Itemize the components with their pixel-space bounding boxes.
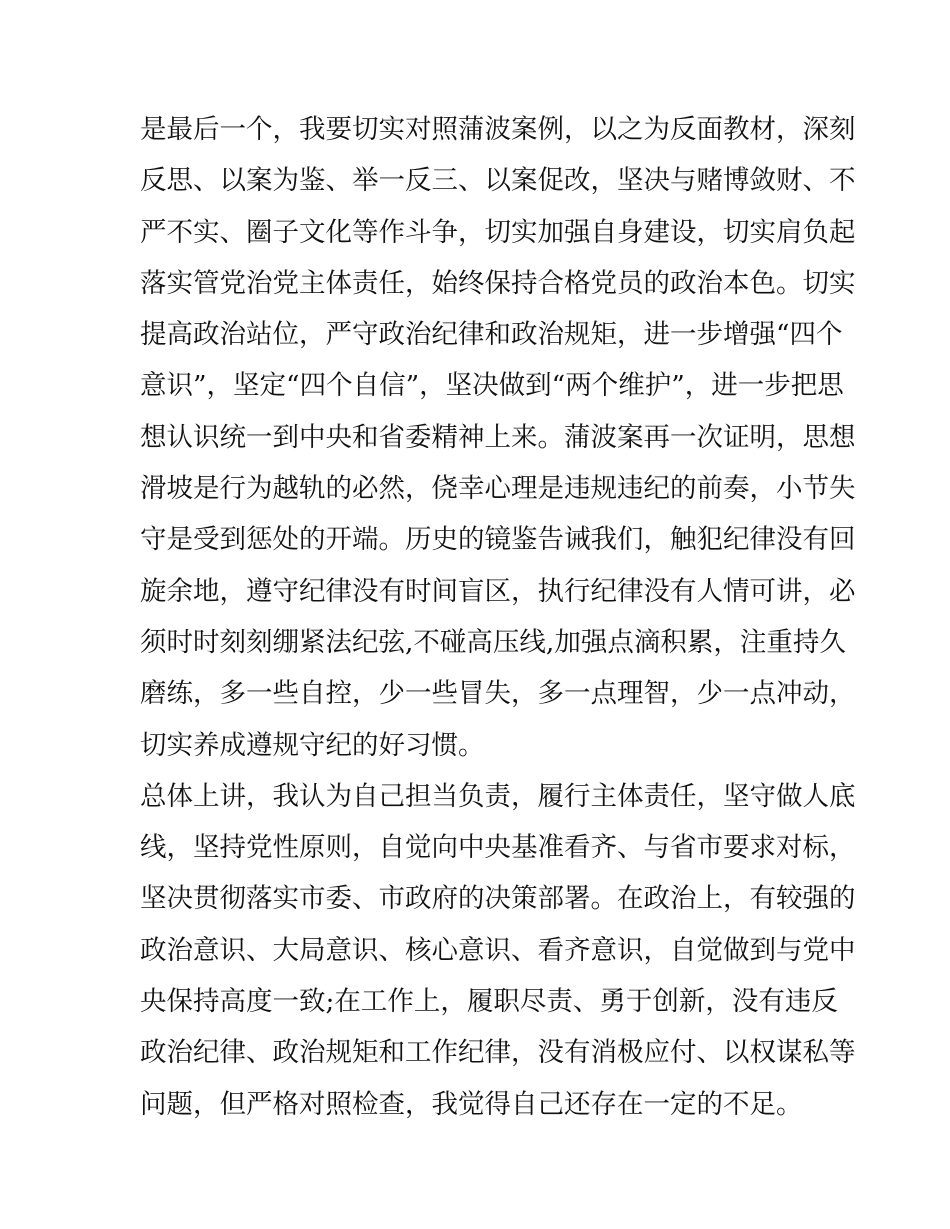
text-line: 严不实、圈子文化等作斗争，切实加强自身建设，切实肩负起 [140, 216, 856, 248]
text-line: 旋余地，遵守纪律没有时间盲区，执行纪律没有人情可讲，必 [140, 575, 856, 607]
text-line: 想认识统一到中央和省委精神上来。蒲波案再一次证明，思想 [140, 421, 856, 453]
text-line: 总体上讲，我认为自己担当负责，履行主体责任，坚守做人底 [140, 780, 856, 812]
text-line: 提高政治站位，严守政治纪律和政治规矩，进一步增强“四个 [140, 319, 843, 351]
text-line: 落实管党治党主体责任，始终保持合格党员的政治本色。切实 [140, 267, 856, 299]
text-line: 滑坡是行为越轨的必然，侥幸心理是违规违纪的前奏，小节失 [140, 473, 856, 505]
text-line: 意识”，坚定“四个自信”，坚决做到“两个维护”，进一步把思 [140, 370, 844, 402]
text-line: 守是受到惩处的开端。历史的镜鉴告诫我们，触犯纪律没有回 [140, 524, 856, 556]
text-line: 反思、以案为鉴、举一反三、以案促改，坚决与赌博敛财、不 [140, 165, 856, 197]
body-text [140, 104, 856, 1130]
text-line: 线，坚持党性原则，自觉向中央基准看齐、与省市要求对标， [140, 832, 856, 864]
text-line: 磨练，多一些自控，少一些冒失，多一点理智，少一点冲动， [140, 678, 856, 710]
text-line: 政治纪律、政治规矩和工作纪律，没有消极应付、以权谋私等 [140, 1037, 856, 1069]
text-line: 切实养成遵规守纪的好习惯。 [140, 729, 485, 761]
text-line: 问题，但严格对照检查，我觉得自己还存在一定的不足。 [140, 1088, 803, 1120]
text-line: 是最后一个，我要切实对照蒲波案例，以之为反面教材，深刻 [140, 114, 856, 145]
text-line: 须时时刻刻绷紧法纪弦,不碰高压线,加强点滴积累，注重持久 [140, 626, 846, 658]
text-line: 政治意识、大局意识、核心意识、看齐意识，自觉做到与党中 [140, 934, 856, 966]
text-line: 坚决贯彻落实市委、市政府的决策部署。在政治上，有较强的 [140, 883, 856, 915]
text-line: 央保持高度一致;在工作上，履职尽责、勇于创新，没有违反 [140, 986, 838, 1018]
